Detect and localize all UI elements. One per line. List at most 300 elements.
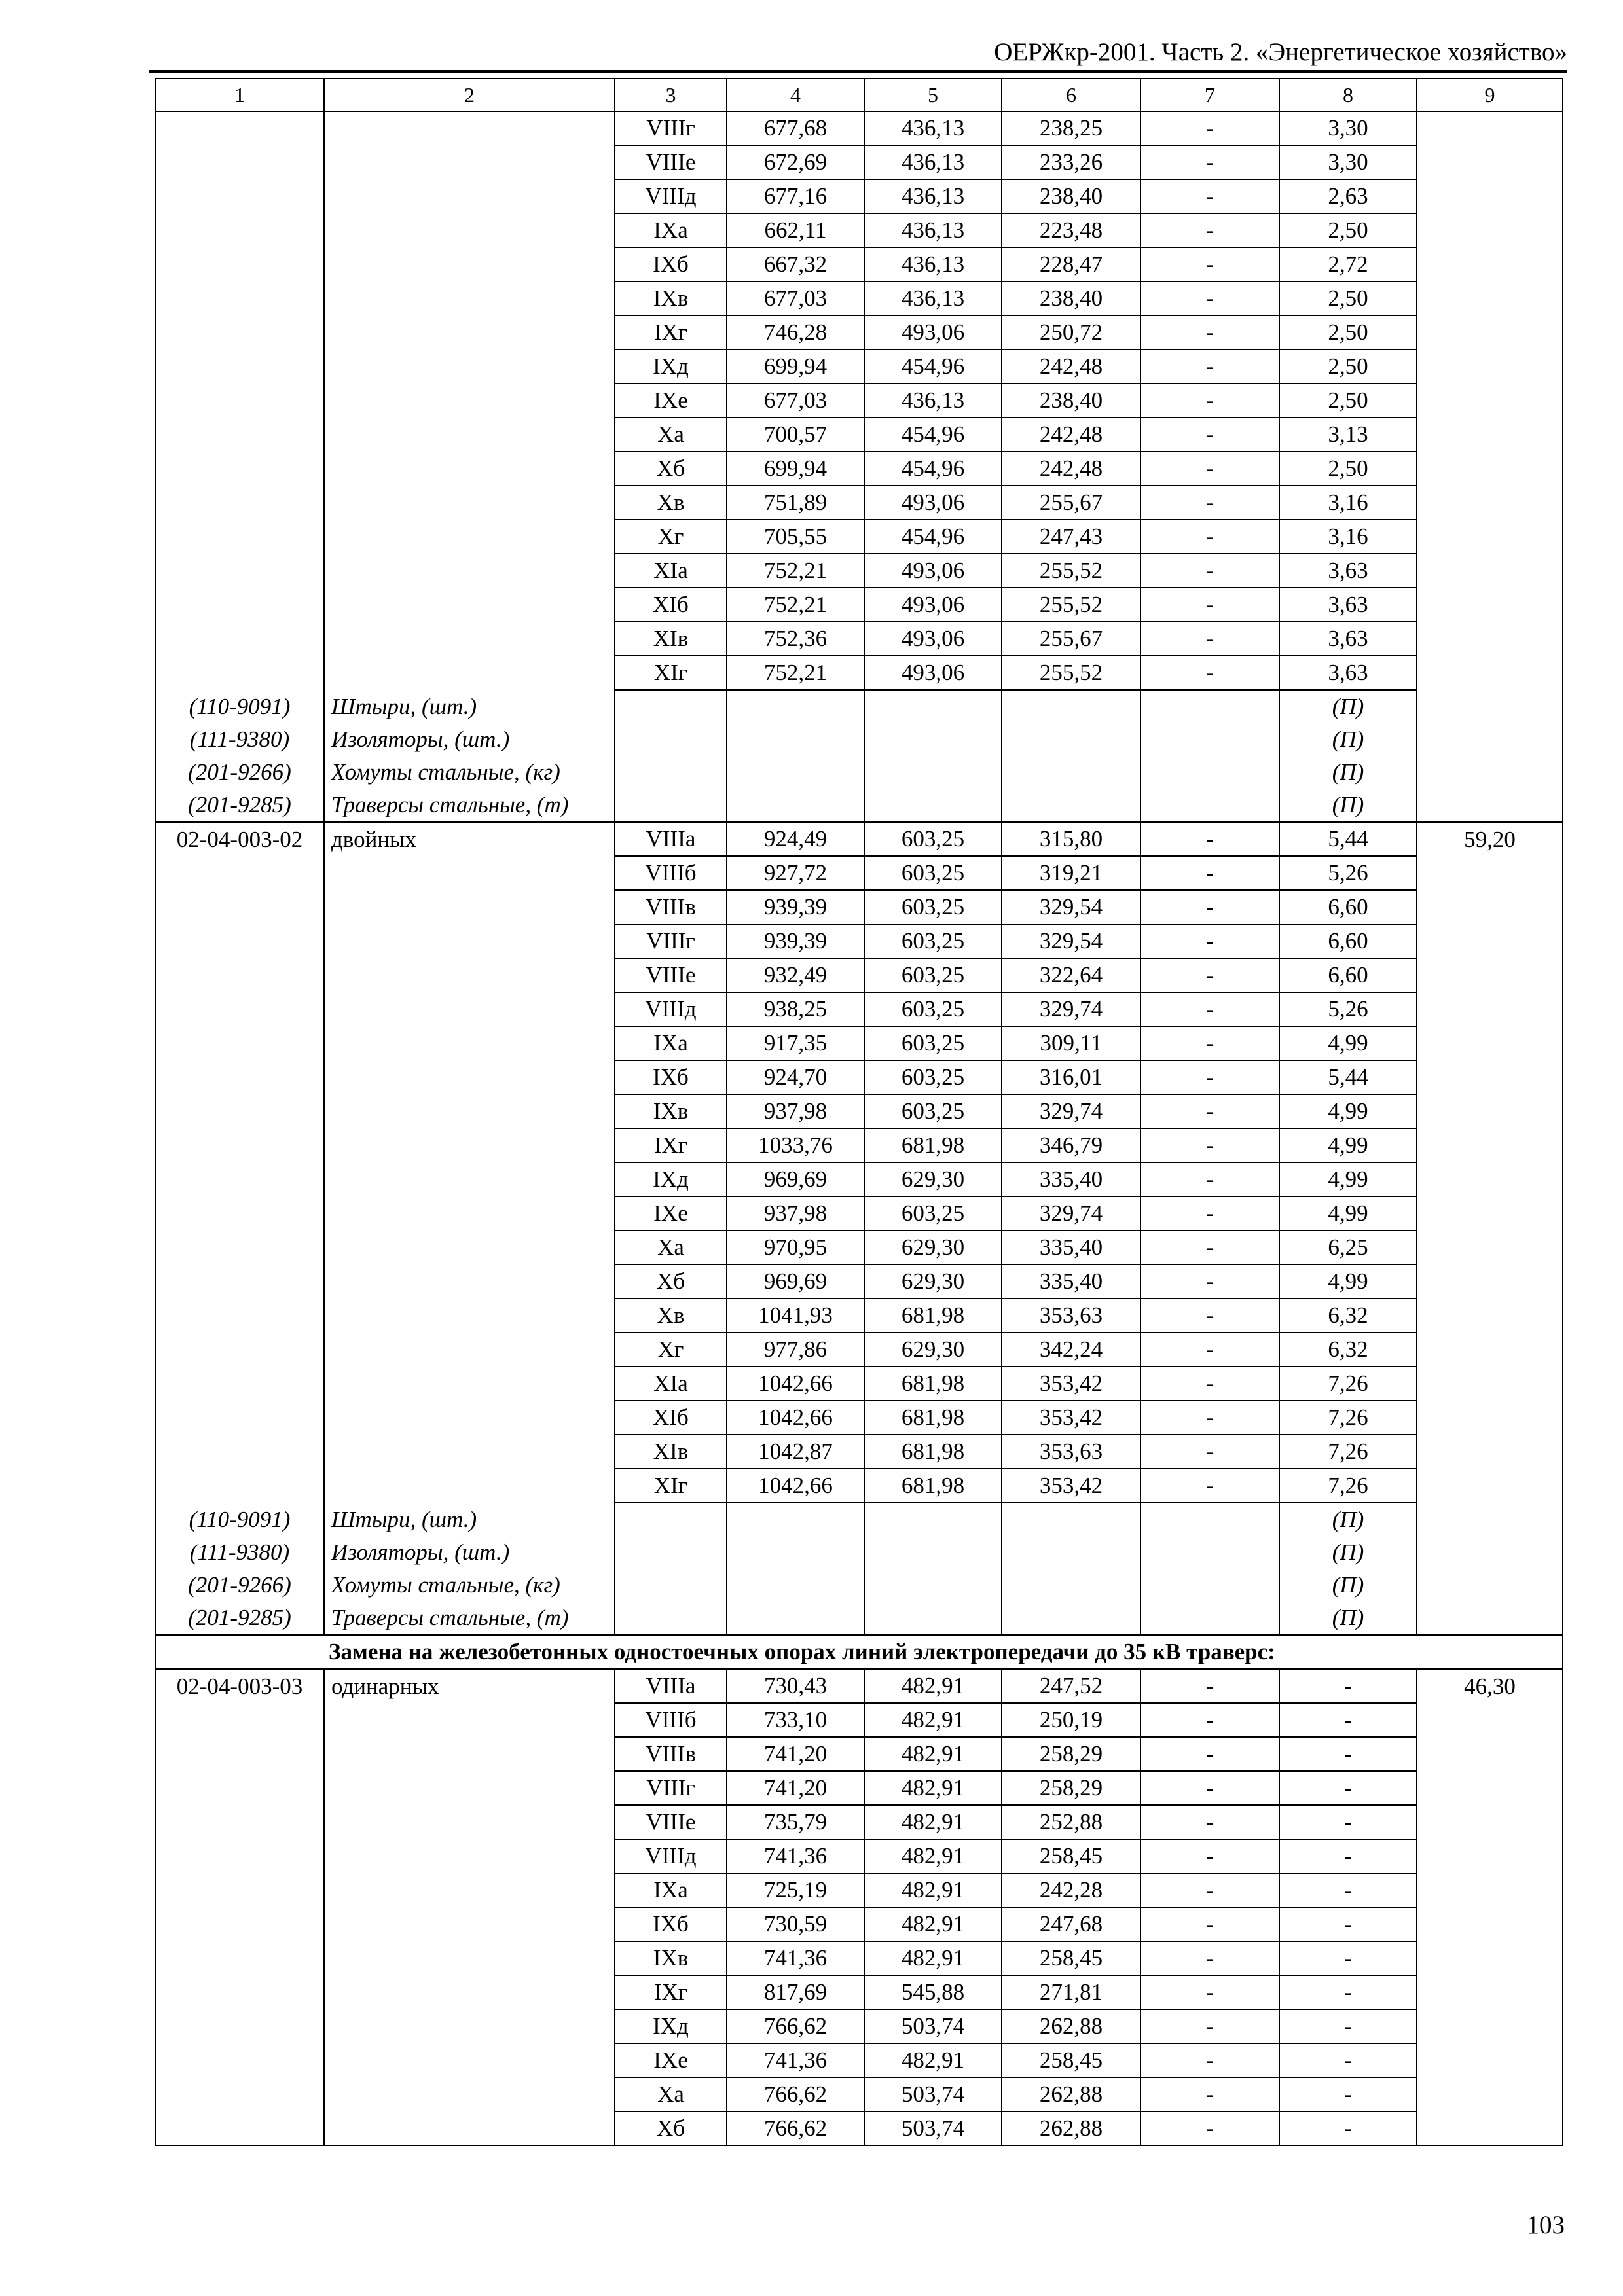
value-cell: - [1279,1873,1417,1907]
value-cell: 766,62 [727,2111,864,2145]
value-cell: 493,06 [864,486,1002,520]
empty-cell [727,1602,864,1635]
value-cell: 5,26 [1279,992,1417,1026]
value-cell: - [1140,890,1279,924]
empty-cell [1417,1975,1563,2009]
empty-cell [1417,1536,1563,1569]
empty-cell [324,179,615,213]
empty-cell [615,1536,727,1569]
table-row [155,213,1563,247]
value-cell: 258,45 [1002,1941,1140,1975]
empty-cell [1417,1839,1563,1873]
value-cell: - [1140,247,1279,281]
value-cell: - [1279,1703,1417,1737]
value-cell: - [1140,1333,1279,1367]
value-cell: - [1140,111,1279,145]
zone-cell: VIIIе [615,145,727,179]
empty-cell [324,924,615,958]
empty-cell [324,656,615,690]
zone-cell: IXв [615,281,727,315]
empty-cell [864,1602,1002,1635]
empty-cell [324,1367,615,1401]
value-cell: 223,48 [1002,213,1140,247]
empty-cell [1417,1503,1563,1536]
table-row [155,520,1563,554]
zone-cell: VIIIв [615,890,727,924]
resource-code: (110-9091) [155,690,324,723]
value-cell: 662,11 [727,213,864,247]
resource-name: Штыри, (шт.) [324,690,615,723]
rate-code [155,111,324,145]
value-cell: - [1279,1737,1417,1771]
value-cell: - [1140,2077,1279,2111]
empty-cell [155,179,324,213]
zone-cell: IXе [615,384,727,418]
empty-cell [1417,1128,1563,1162]
empty-cell [155,856,324,890]
table-row [155,1669,1563,1703]
value-cell: 677,03 [727,384,864,418]
empty-cell [1417,1196,1563,1230]
value-cell: 3,63 [1279,622,1417,656]
empty-cell [324,1907,615,1941]
resource-row [155,1536,1563,1569]
table-row [155,890,1563,924]
value-cell: - [1140,1737,1279,1771]
value-cell: 436,13 [864,281,1002,315]
resource-name: Траверсы стальные, (т) [324,1602,615,1635]
value-cell: - [1140,1162,1279,1196]
value-cell: - [1140,1401,1279,1435]
resource-code: (201-9266) [155,1569,324,1602]
value-cell: 977,86 [727,1333,864,1367]
value-cell: 741,20 [727,1737,864,1771]
empty-cell [324,554,615,588]
value-cell: 238,25 [1002,111,1140,145]
empty-cell [155,1805,324,1839]
value-cell: 436,13 [864,213,1002,247]
empty-cell [1002,1602,1140,1635]
empty-cell [1417,2077,1563,2111]
value-cell: 262,88 [1002,2077,1140,2111]
value-cell: - [1279,2009,1417,2043]
value-cell: 681,98 [864,1401,1002,1435]
empty-cell [324,1162,615,1196]
table-row [155,1094,1563,1128]
empty-cell [615,690,727,723]
table-row [155,1805,1563,1839]
value-cell: 454,96 [864,520,1002,554]
value-cell: 493,06 [864,588,1002,622]
empty-cell [1417,247,1563,281]
empty-cell [1417,1401,1563,1435]
empty-cell [324,1401,615,1435]
value-cell: 262,88 [1002,2111,1140,2145]
value-cell: 258,45 [1002,1839,1140,1873]
value-cell: 969,69 [727,1265,864,1299]
value-cell: - [1279,1975,1417,2009]
value-cell: - [1140,418,1279,452]
rate-code: 02-04-003-03 [155,1669,324,1703]
value-cell: 4,99 [1279,1128,1417,1162]
zone-cell: VIIIд [615,179,727,213]
value-cell: 242,28 [1002,1873,1140,1907]
value-cell: - [1279,2043,1417,2077]
table-row [155,384,1563,418]
value-cell: 603,25 [864,992,1002,1026]
value-cell: 3,13 [1279,418,1417,452]
empty-cell [1417,418,1563,452]
zone-cell: VIIIв [615,1737,727,1771]
value-cell: - [1140,1771,1279,1805]
value-cell: 938,25 [727,992,864,1026]
empty-cell [155,958,324,992]
value-cell: 932,49 [727,958,864,992]
empty-cell [324,1230,615,1265]
empty-cell [1140,756,1279,789]
value-cell: - [1140,179,1279,213]
table-row [155,1367,1563,1401]
value-cell: 6,32 [1279,1333,1417,1367]
resource-row [155,723,1563,756]
value-cell: 7,26 [1279,1469,1417,1503]
empty-cell [615,1602,727,1635]
empty-cell [1140,690,1279,723]
empty-cell [155,1703,324,1737]
value-cell: 681,98 [864,1435,1002,1469]
value-cell: 482,91 [864,1669,1002,1703]
empty-cell [155,145,324,179]
resource-name: Хомуты стальные, (кг) [324,1569,615,1602]
table-row [155,924,1563,958]
empty-cell [155,1162,324,1196]
empty-cell [324,890,615,924]
value-cell: 255,52 [1002,554,1140,588]
empty-cell [155,486,324,520]
empty-cell [155,418,324,452]
zone-cell: XIб [615,1401,727,1435]
value-cell: 482,91 [864,1873,1002,1907]
table-row [155,145,1563,179]
value-cell: 3,63 [1279,554,1417,588]
resource-name: Изоляторы, (шт.) [324,1536,615,1569]
zone-cell: Xа [615,1230,727,1265]
value-cell: 970,95 [727,1230,864,1265]
value-cell: 309,11 [1002,1026,1140,1060]
value-cell: 603,25 [864,1026,1002,1060]
resource-name: Изоляторы, (шт.) [324,723,615,756]
value-cell: 6,60 [1279,958,1417,992]
value-cell: 677,16 [727,179,864,213]
value-cell: 751,89 [727,486,864,520]
zone-cell: VIIIб [615,1703,727,1737]
value-cell: - [1140,2043,1279,2077]
value-cell: 1033,76 [727,1128,864,1162]
empty-cell [727,1536,864,1569]
empty-cell [1002,690,1140,723]
table-row [155,1839,1563,1873]
value-cell: 746,28 [727,315,864,350]
value-cell: 924,49 [727,822,864,856]
empty-cell [324,1435,615,1469]
labor-value [1417,111,1563,145]
value-cell: 482,91 [864,1941,1002,1975]
column-number: 2 [324,79,615,111]
empty-cell [324,2111,615,2145]
empty-cell [864,756,1002,789]
value-cell: 752,36 [727,622,864,656]
table-row [155,486,1563,520]
value-cell: - [1140,622,1279,656]
value-cell: 271,81 [1002,1975,1140,2009]
empty-cell [1417,1230,1563,1265]
empty-cell [1417,1094,1563,1128]
value-cell: 3,30 [1279,111,1417,145]
value-cell: 2,50 [1279,213,1417,247]
empty-cell [155,992,324,1026]
value-cell: 493,06 [864,656,1002,690]
empty-cell [324,1026,615,1060]
table-row [155,856,1563,890]
empty-cell [324,520,615,554]
value-cell: 353,42 [1002,1367,1140,1401]
value-cell: 741,36 [727,1941,864,1975]
value-cell: - [1140,1026,1279,1060]
value-cell: - [1140,1469,1279,1503]
value-cell: - [1140,1367,1279,1401]
value-cell: 4,99 [1279,1026,1417,1060]
empty-cell [1417,723,1563,756]
column-number: 7 [1140,79,1279,111]
zone-cell: VIIIа [615,1669,727,1703]
value-cell: 238,40 [1002,281,1140,315]
empty-cell [155,1975,324,2009]
value-cell: - [1140,656,1279,690]
table-row [155,1873,1563,1907]
zone-cell: Xг [615,1333,727,1367]
empty-cell [324,1196,615,1230]
zone-cell: IXе [615,2043,727,2077]
header-rule [149,70,1567,73]
empty-cell [155,1771,324,1805]
zone-cell: VIIIе [615,1805,727,1839]
value-cell: 629,30 [864,1333,1002,1367]
value-cell: 353,42 [1002,1469,1140,1503]
zone-cell: Xа [615,418,727,452]
value-cell: 228,47 [1002,247,1140,281]
value-cell: 969,69 [727,1162,864,1196]
value-cell: - [1140,1873,1279,1907]
value-cell: 667,32 [727,247,864,281]
page-number: 103 [1526,2211,1565,2239]
empty-cell [1417,2043,1563,2077]
resource-row [155,756,1563,789]
value-cell: 353,63 [1002,1435,1140,1469]
empty-cell [324,1299,615,1333]
zone-cell: IXб [615,1907,727,1941]
zone-cell: Xб [615,1265,727,1299]
value-cell: 6,32 [1279,1299,1417,1333]
value-cell: 255,67 [1002,622,1140,656]
value-cell: 937,98 [727,1094,864,1128]
value-cell: 255,52 [1002,656,1140,690]
value-cell: 493,06 [864,622,1002,656]
table-row [155,656,1563,690]
empty-cell [1417,350,1563,384]
empty-cell [324,856,615,890]
value-cell: 436,13 [864,111,1002,145]
value-cell: 242,48 [1002,418,1140,452]
empty-cell [324,1265,615,1299]
empty-cell [727,1503,864,1536]
value-cell: 4,99 [1279,1162,1417,1196]
value-cell: 603,25 [864,958,1002,992]
empty-cell [1002,1569,1140,1602]
table-row [155,281,1563,315]
empty-cell [1417,622,1563,656]
empty-cell [155,1265,324,1299]
empty-cell [324,2009,615,2043]
value-cell: 2,50 [1279,384,1417,418]
value-cell: 3,63 [1279,588,1417,622]
value-cell: 2,50 [1279,452,1417,486]
value-cell: 335,40 [1002,1230,1140,1265]
value-cell: 7,26 [1279,1367,1417,1401]
value-cell: 5,26 [1279,856,1417,890]
empty-cell [324,1737,615,1771]
table-row [155,1975,1563,2009]
empty-cell [1417,1367,1563,1401]
value-cell: 436,13 [864,384,1002,418]
value-cell: 603,25 [864,822,1002,856]
empty-cell [324,992,615,1026]
empty-cell [155,1026,324,1060]
value-cell: - [1140,1060,1279,1094]
empty-cell [324,1839,615,1873]
value-cell: 436,13 [864,247,1002,281]
zone-cell: VIIIг [615,111,727,145]
table-row [155,1771,1563,1805]
zone-cell: Xв [615,486,727,520]
value-cell: 939,39 [727,924,864,958]
table-row [155,2009,1563,2043]
value-cell: 603,25 [864,1196,1002,1230]
value-cell: 454,96 [864,452,1002,486]
table-row [155,1737,1563,1771]
value-cell: 817,69 [727,1975,864,2009]
empty-cell [324,1333,615,1367]
value-cell: 250,72 [1002,315,1140,350]
value-cell: 603,25 [864,856,1002,890]
value-cell: 681,98 [864,1128,1002,1162]
empty-cell [324,486,615,520]
value-cell: 700,57 [727,418,864,452]
value-cell: 545,88 [864,1975,1002,2009]
value-cell: 603,25 [864,1060,1002,1094]
empty-cell [615,1569,727,1602]
empty-cell [1417,1435,1563,1469]
zone-cell: IXа [615,1873,727,1907]
empty-cell [1002,756,1140,789]
empty-cell [324,1941,615,1975]
zone-cell: XIг [615,1469,727,1503]
value-cell: 733,10 [727,1703,864,1737]
zone-cell: IXв [615,1094,727,1128]
empty-cell [155,452,324,486]
zone-cell: IXд [615,1162,727,1196]
table-row [155,992,1563,1026]
value-cell: 4,99 [1279,1094,1417,1128]
value-cell: 5,44 [1279,1060,1417,1094]
empty-cell [155,1469,324,1503]
empty-cell [1002,723,1140,756]
empty-cell [155,1401,324,1435]
empty-cell [324,588,615,622]
value-cell: 741,36 [727,2043,864,2077]
value-cell: 917,35 [727,1026,864,1060]
value-cell: 335,40 [1002,1265,1140,1299]
value-cell: 939,39 [727,890,864,924]
value-cell: 262,88 [1002,2009,1140,2043]
column-number: 6 [1002,79,1140,111]
value-cell: 927,72 [727,856,864,890]
value-cell: 681,98 [864,1299,1002,1333]
empty-cell [155,1737,324,1771]
value-cell: 258,29 [1002,1771,1140,1805]
empty-cell [324,1128,615,1162]
value-cell: 482,91 [864,1737,1002,1771]
resource-code: (201-9266) [155,756,324,789]
value-cell: - [1140,1703,1279,1737]
zone-cell: IXв [615,1941,727,1975]
resource-code: (111-9380) [155,723,324,756]
value-cell: 741,36 [727,1839,864,1873]
value-cell: - [1279,1771,1417,1805]
empty-cell [155,247,324,281]
value-cell: 603,25 [864,890,1002,924]
empty-cell [1417,384,1563,418]
resource-row [155,1602,1563,1635]
value-cell: - [1140,1230,1279,1265]
resource-row [155,690,1563,723]
empty-cell [324,2077,615,2111]
value-cell: 681,98 [864,1469,1002,1503]
rates-table [155,78,1563,2146]
zone-cell: IXд [615,2009,727,2043]
zone-cell: IXа [615,1026,727,1060]
value-cell: 482,91 [864,2043,1002,2077]
empty-cell [155,1060,324,1094]
empty-cell [155,1435,324,1469]
zone-cell: VIIIа [615,822,727,856]
table-row [155,1907,1563,1941]
empty-cell [1417,281,1563,315]
labor-value: 59,20 [1417,822,1563,856]
value-cell: 937,98 [727,1196,864,1230]
empty-cell [1417,1265,1563,1299]
value-cell: 3,63 [1279,656,1417,690]
column-number: 9 [1417,79,1563,111]
value-cell: 482,91 [864,1703,1002,1737]
zone-cell: XIа [615,1367,727,1401]
value-cell: 252,88 [1002,1805,1140,1839]
table-row [155,111,1563,145]
empty-cell [155,1873,324,1907]
empty-cell [864,1503,1002,1536]
empty-cell [324,315,615,350]
empty-cell [1417,1907,1563,1941]
value-cell: 629,30 [864,1230,1002,1265]
